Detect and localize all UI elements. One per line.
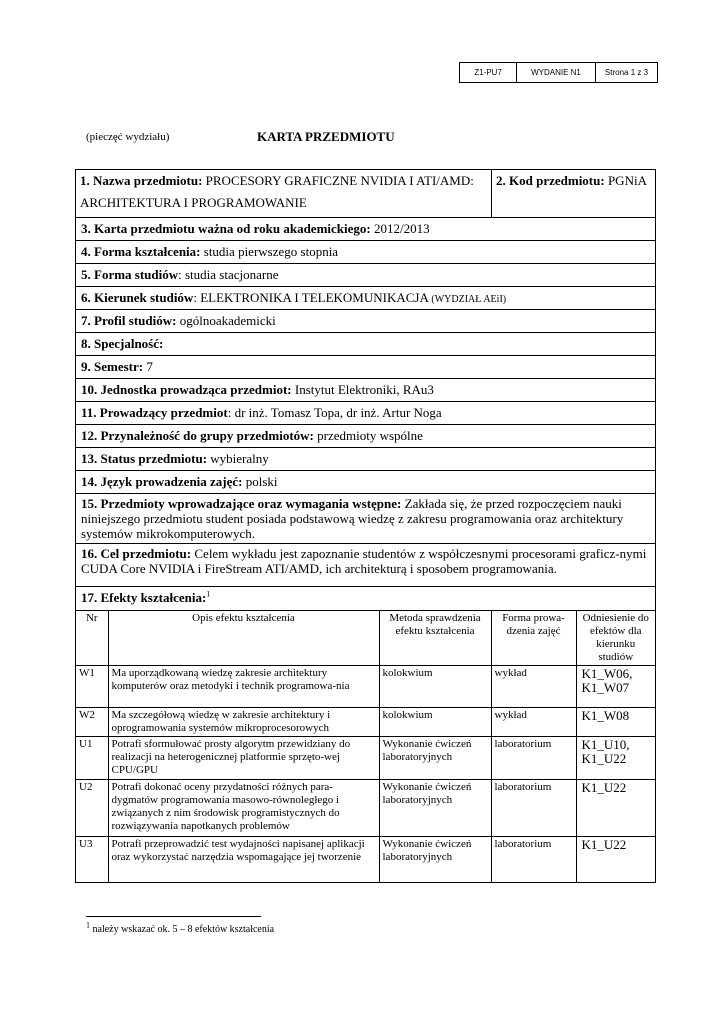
row-course-group: 12. Przynależność do grupy przedmiotów: przedmioty wspólne (76, 424, 655, 447)
table-row: U2 Potrafi dokonać oceny przydatności różnych para-dygmatów programowania masowo-równoległego i związanych z nim środowisk programistycznych do rozwiązywania napotkanych problemów Wykonanie ćwiczeń laboratoryjnych laboratorium K1_U22 (76, 780, 655, 837)
document-header-table (459, 62, 658, 83)
row-study-profile: 7. Profil studiów: ogólnoakademicki (76, 309, 655, 332)
row-learning-outcomes: 17. Efekty kształcenia:$^1$ (76, 586, 655, 610)
footnote: $^1$ należy wskazać ok. 5 – 8 efektów kształcenia (86, 920, 275, 935)
row-course-objective: 16. Cel przedmiotu: Celem wykładu jest zapoznanie studentów z współczesnymi procesorami graficz-nymi CUDA Core NVIDIA i FireStream ATI/AMD, ich architekturą i sposobem programowania. (76, 543, 655, 586)
row-unit: 10. Jednostka prowadząca przedmiot: Instytut Elektroniki, RAu3 (76, 378, 655, 401)
edition: WYDANIE N1 (517, 63, 596, 83)
footnote-divider (86, 916, 261, 917)
row-lecturer: 11. Prowadzący przedmiot: dr inż. Tomasz Topa, dr inż. Artur Noga (76, 401, 655, 424)
table-row: U1 Potrafi sformułować prosty algorytm przewidziany do realizacji na heterogenicznej platformie sprzęto-wej CPU/GPU Wykonanie ćwiczeń laboratoryjnych laboratorium K1_U10, K1_U22 (76, 737, 655, 780)
row-prerequisites: 15. Przedmioty wprowadzające oraz wymagania wstępne: Zakłada się, że przed rozpoczęciem nauki niniejszego przedmiotu student posiada podstawową wiedzę z zakresu programowania oraz architektury systemów mikrokomputerowych. (76, 493, 655, 543)
page-title: KARTA PRZEDMIOTU (257, 129, 395, 144)
table-row: W1 Ma uporządkowaną wiedzę zakresie architektury komputerów oraz metodyki i technik programowa-nia kolokwium wykład K1_W06, K1_W07 (76, 666, 655, 708)
row-study-form: 5. Forma studiów: studia stacjonarne (76, 263, 655, 286)
course-name: PROCESORY GRAFICZNE NVIDIA I ATI/AMD: ARCHITEKTURA I PROGRAMOWANIE (80, 173, 474, 210)
page-number: Strona 1 z 3 (596, 63, 658, 83)
row-language: 14. Język prowadzenia zajęć: polski (76, 470, 655, 493)
course-card-table (75, 169, 656, 883)
col-header-form: Forma prowa-dzenia zajęć (491, 611, 576, 666)
row-field-of-study: 6. Kierunek studiów: ELEKTRONIKA I TELEKOMUNIKACJA (WYDZIAŁ AEiI) (76, 286, 655, 309)
row-specialty: 8. Specjalność: (76, 332, 655, 355)
outcomes-header-row (76, 611, 655, 666)
col-header-reference: Odniesienie do efektów dla kierunku studiów (576, 611, 655, 666)
form-code: Z1-PU7 (460, 63, 517, 83)
learning-outcomes-table (76, 610, 655, 882)
course-code: PGNiA (607, 173, 647, 188)
row-academic-year: 3. Karta przedmiotu ważna od roku akademickiego: 2012/2013 (76, 217, 655, 240)
table-row: U3 Potrafi przeprowadzić test wydajności napisanej aplikacji oraz wykorzystać narzędzia wspomagające jej tworzenie Wykonanie ćwiczeń laboratoryjnych laboratorium K1_U22 (76, 837, 655, 882)
row-course-name: 1. Nazwa przedmiotu: PROCESORY GRAFICZNE NVIDIA I ATI/AMD: ARCHITEKTURA I PROGRAMOWANIE 2. Kod przedmiotu: PGNiA (76, 170, 655, 217)
row-semester: 9. Semestr: 7 (76, 355, 655, 378)
col-header-description: Opis efektu kształcenia (108, 611, 379, 666)
col-header-method: Metoda sprawdzenia efektu kształcenia (379, 611, 491, 666)
col-header-nr: Nr (85, 612, 98, 624)
faculty-stamp-label: (pieczęć wydziału) (86, 131, 170, 143)
table-row: W2 Ma szczegółową wiedzę w zakresie architektury i oprogramowania systemów mikroprocesorowych kolokwium wykład K1_W08 (76, 708, 655, 737)
row-course-status: 13. Status przedmiotu: wybieralny (76, 447, 655, 470)
row-education-form: 4. Forma kształcenia: studia pierwszego stopnia (76, 240, 655, 263)
